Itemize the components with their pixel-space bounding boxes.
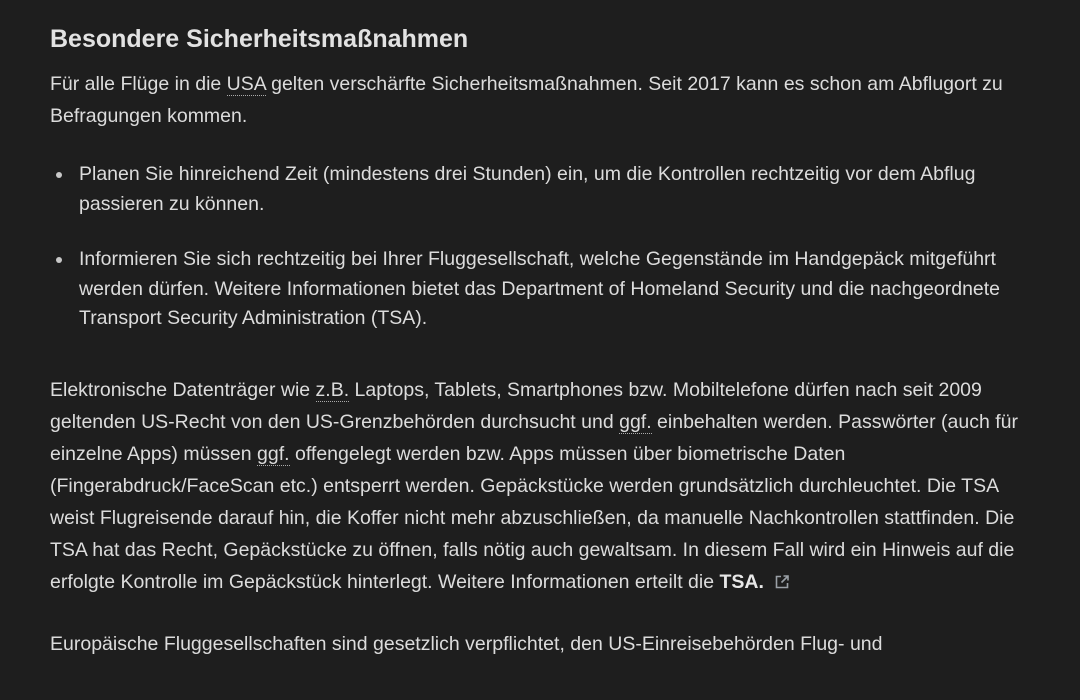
intro-text-start: Für alle Flüge in die [50,73,227,95]
abbr-ggf-1[interactable]: ggf. [619,410,652,433]
intro-paragraph [50,68,1035,132]
abbr-ggf-2[interactable]: ggf. [257,442,290,465]
external-link-icon[interactable] [774,574,790,590]
devices-text-3: einbehalten werden. Passwörter (auch für einzelne Apps) müssen [50,410,1019,465]
devices-text-1: Elektronische Datenträger wie [50,378,316,401]
devices-text-4: offengelegt werden bzw. Apps müssen über biometrische Daten (Fingerabdruck/FaceScan etc.) entsperrt werden. Gepäckstücke werden grundsätzlich durchleuchtet. Die TSA weist Flugreisende darauf hin, die Koffer nicht mehr abzuschließen, da manuelle Nachkontrollen stattfinden. Die TSA hat das Recht, Gepäckstücke zu öffnen, falls nötig auch gewaltsam. In diesem Fall wird ein Hinweis auf die erfolgte Kontrolle im Gepäckstück hinterlegt. Weitere Informationen erteilt die [50,442,1015,593]
article-content [50,22,1035,660]
intro-text-end: gelten verschärfte Sicherheitsmaßnahmen. Seit 2017 kann es schon am Abflugort zu Befragungen kommen. [50,73,1003,127]
security-bullet-list [50,160,1035,334]
airlines-paragraph: Europäische Fluggesellschaften sind gesetzlich verpflichtet, den US-Einreisebehörden Flug- und [50,632,883,655]
devices-text-2: Laptops, Tablets, Smartphones bzw. Mobiltelefone dürfen nach seit 2009 geltenden US-Recht von den US-Grenzbehörden durchsucht und [50,378,982,433]
bullet-item-luggage: Informieren Sie sich rechtzeitig bei Ihrer Fluggesellschaft, welche Gegenstände im Handgepäck mitgeführt werden dürfen. Weitere Informationen bietet das Department of Homeland Security und die nachgeordnete Transport Security Administration (TSA). [79,245,1035,334]
abbr-zb[interactable]: z.B. [315,378,350,401]
bullet-item-time: Planen Sie hinreichend Zeit (mindestens drei Stunden) ein, um die Kontrollen rechtzeitig vor dem Abflug passieren zu können. [79,160,1035,219]
tsa-link[interactable]: TSA. [719,570,764,593]
section-heading: Besondere Sicherheitsmaßnahmen [50,25,469,53]
devices-paragraph [50,374,1035,598]
abbr-usa[interactable]: USA [226,73,266,95]
